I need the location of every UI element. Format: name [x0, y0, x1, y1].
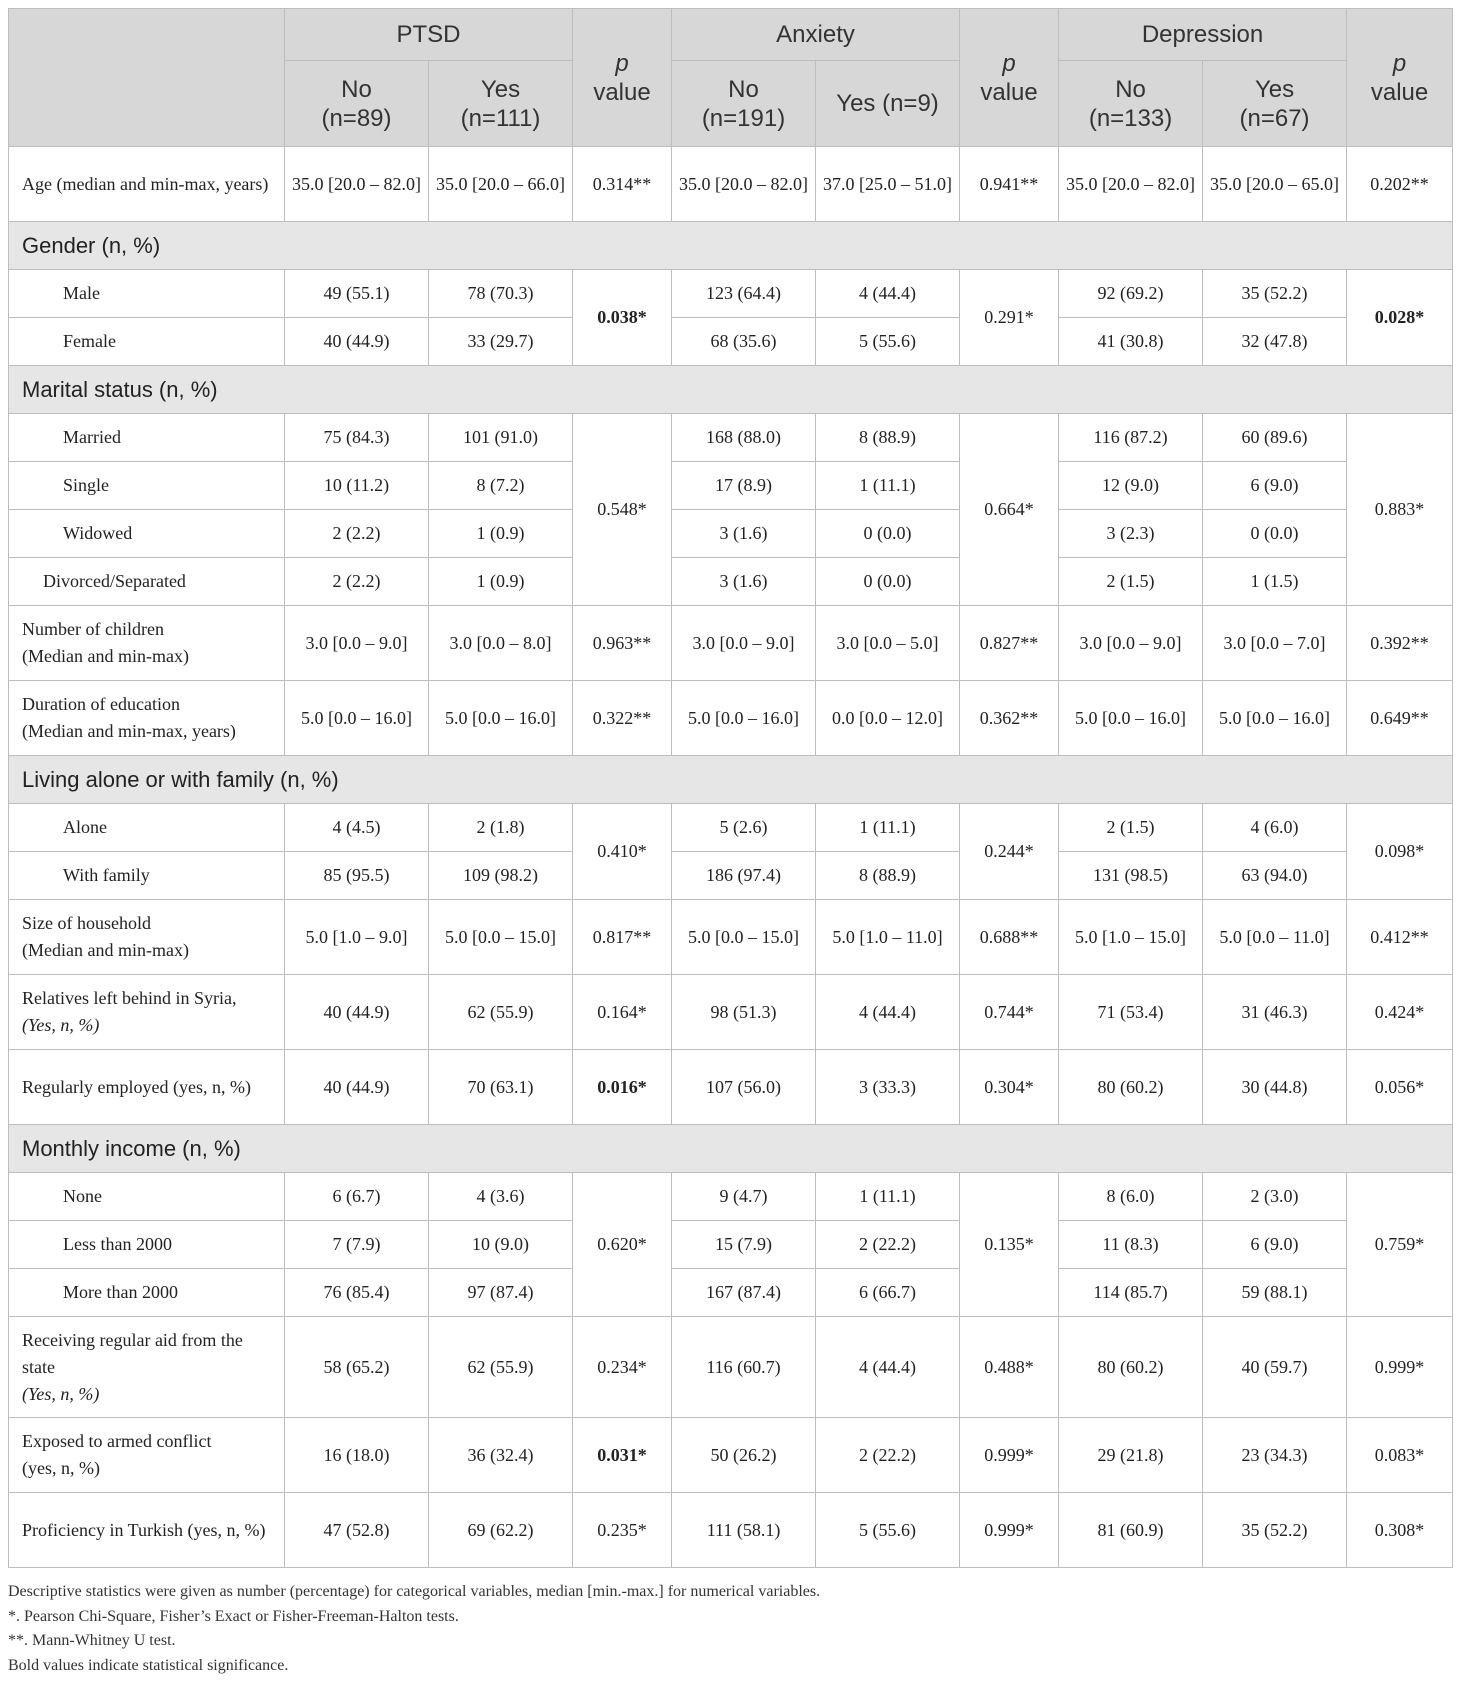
- row-label: None: [9, 1173, 285, 1221]
- cell: 3.0 [0.0 – 5.0]: [816, 606, 960, 681]
- cell: 81 (60.9): [1059, 1493, 1203, 1568]
- p-cell: 0.291*: [960, 270, 1059, 366]
- table-row: [9, 462, 1453, 510]
- cell: 80 (60.2): [1059, 1317, 1203, 1418]
- table-row: [9, 510, 1453, 558]
- section-row: [9, 1125, 1453, 1173]
- p-cell: 0.244*: [960, 804, 1059, 900]
- cell: 47 (52.8): [285, 1493, 429, 1568]
- cell: 5.0 [0.0 – 15.0]: [672, 900, 816, 975]
- cell: 49 (55.1): [285, 270, 429, 318]
- table-footnotes: [8, 1580, 820, 1678]
- cell: 1 (11.1): [816, 804, 960, 852]
- cell: 1 (11.1): [816, 462, 960, 510]
- footnote: **. Mann-Whitney U test.: [8, 1632, 176, 1649]
- table-row: [9, 1050, 1453, 1125]
- cell: 3.0 [0.0 – 7.0]: [1203, 606, 1347, 681]
- cell: 32 (47.8): [1203, 318, 1347, 366]
- row-label: Size of household (Median and min-max): [9, 900, 285, 975]
- cell: 33 (29.7): [429, 318, 573, 366]
- cell: 98 (51.3): [672, 975, 816, 1050]
- cell: 9 (4.7): [672, 1173, 816, 1221]
- cell: 123 (64.4): [672, 270, 816, 318]
- row-label: Exposed to armed conflict (yes, n, %): [9, 1418, 285, 1493]
- cell: 78 (70.3): [429, 270, 573, 318]
- cell: 75 (84.3): [285, 414, 429, 462]
- p-cell: 0.098*: [1347, 804, 1453, 900]
- table-row: [9, 270, 1453, 318]
- cell: 85 (95.5): [285, 852, 429, 900]
- cell: 0 (0.0): [816, 510, 960, 558]
- cell: 3 (1.6): [672, 510, 816, 558]
- section-row: [9, 366, 1453, 414]
- cell: 40 (44.9): [285, 1050, 429, 1125]
- cell: 30 (44.8): [1203, 1050, 1347, 1125]
- cell: 60 (89.6): [1203, 414, 1347, 462]
- section-title: Marital status (n, %): [9, 366, 1453, 414]
- table-row: [9, 558, 1453, 606]
- cell: 2 (22.2): [816, 1418, 960, 1493]
- row-label: Male: [9, 270, 285, 318]
- cell: 76 (85.4): [285, 1269, 429, 1317]
- cell: 6 (6.7): [285, 1173, 429, 1221]
- header-anxiety-p: p value: [960, 9, 1059, 147]
- cell: 0 (0.0): [1203, 510, 1347, 558]
- p-cell: 0.016*: [573, 1050, 672, 1125]
- cell: 35.0 [20.0 – 66.0]: [429, 147, 573, 222]
- table-row: [9, 318, 1453, 366]
- cell: 5.0 [0.0 – 16.0]: [1059, 681, 1203, 756]
- row-label: Number of children (Median and min-max): [9, 606, 285, 681]
- cell: 37.0 [25.0 – 51.0]: [816, 147, 960, 222]
- row-label: Divorced/Separated: [9, 558, 285, 606]
- cell: 3 (2.3): [1059, 510, 1203, 558]
- cell: 31 (46.3): [1203, 975, 1347, 1050]
- cell: 68 (35.6): [672, 318, 816, 366]
- header-ptsd-yes: Yes (n=111): [429, 61, 573, 147]
- p-cell: 0.135*: [960, 1173, 1059, 1317]
- p-cell: 0.314**: [573, 147, 672, 222]
- p-cell: 0.164*: [573, 975, 672, 1050]
- table-row: [9, 900, 1453, 975]
- p-cell: 0.235*: [573, 1493, 672, 1568]
- cell: 6 (9.0): [1203, 462, 1347, 510]
- results-table: [8, 8, 1453, 1568]
- row-label: More than 2000: [9, 1269, 285, 1317]
- cell: 8 (88.9): [816, 852, 960, 900]
- cell: 4 (44.4): [816, 975, 960, 1050]
- cell: 11 (8.3): [1059, 1221, 1203, 1269]
- p-cell: 0.412**: [1347, 900, 1453, 975]
- p-cell: 0.031*: [573, 1418, 672, 1493]
- cell: 35.0 [20.0 – 82.0]: [672, 147, 816, 222]
- cell: 50 (26.2): [672, 1418, 816, 1493]
- cell: 5 (55.6): [816, 1493, 960, 1568]
- cell: 116 (87.2): [1059, 414, 1203, 462]
- header-anx-yes: Yes (n=9): [816, 61, 960, 147]
- row-label: Regularly employed (yes, n, %): [9, 1050, 285, 1125]
- table-row: [9, 1317, 1453, 1418]
- cell: 62 (55.9): [429, 975, 573, 1050]
- cell: 12 (9.0): [1059, 462, 1203, 510]
- p-cell: 0.817**: [573, 900, 672, 975]
- header-dep-yes: Yes (n=67): [1203, 61, 1347, 147]
- cell: 1 (0.9): [429, 558, 573, 606]
- row-label: Duration of education (Median and min-max, years): [9, 681, 285, 756]
- row-label: Less than 2000: [9, 1221, 285, 1269]
- footnote: Bold values indicate statistical significance.: [8, 1656, 289, 1674]
- cell: 5 (55.6): [816, 318, 960, 366]
- row-label: Widowed: [9, 510, 285, 558]
- cell: 23 (34.3): [1203, 1418, 1347, 1493]
- row-label: Relatives left behind in Syria, (Yes, n, %): [9, 975, 285, 1050]
- cell: 58 (65.2): [285, 1317, 429, 1418]
- cell: 111 (58.1): [672, 1493, 816, 1568]
- cell: 8 (88.9): [816, 414, 960, 462]
- row-label: Proficiency in Turkish (yes, n, %): [9, 1493, 285, 1568]
- p-cell: 0.999*: [960, 1418, 1059, 1493]
- header-anx-no: No (n=191): [672, 61, 816, 147]
- cell: 3.0 [0.0 – 8.0]: [429, 606, 573, 681]
- cell: 35 (52.2): [1203, 270, 1347, 318]
- p-cell: 0.056*: [1347, 1050, 1453, 1125]
- cell: 5 (2.6): [672, 804, 816, 852]
- cell: 5.0 [0.0 – 16.0]: [429, 681, 573, 756]
- cell: 16 (18.0): [285, 1418, 429, 1493]
- cell: 5.0 [0.0 – 11.0]: [1203, 900, 1347, 975]
- p-cell: 0.999*: [1347, 1317, 1453, 1418]
- cell: 2 (2.2): [285, 558, 429, 606]
- row-label: Alone: [9, 804, 285, 852]
- p-cell: 0.649**: [1347, 681, 1453, 756]
- header-depression: Depression: [1059, 9, 1347, 61]
- header-dep-no: No (n=133): [1059, 61, 1203, 147]
- p-cell: 0.548*: [573, 414, 672, 606]
- p-cell: 0.488*: [960, 1317, 1059, 1418]
- cell: 92 (69.2): [1059, 270, 1203, 318]
- cell: 97 (87.4): [429, 1269, 573, 1317]
- table-row: [9, 804, 1453, 852]
- p-cell: 0.308*: [1347, 1493, 1453, 1568]
- p-cell: 0.941**: [960, 147, 1059, 222]
- cell: 29 (21.8): [1059, 1418, 1203, 1493]
- section-row: [9, 756, 1453, 804]
- cell: 15 (7.9): [672, 1221, 816, 1269]
- row-label: Single: [9, 462, 285, 510]
- p-cell: 0.744*: [960, 975, 1059, 1050]
- results-table-container: [8, 8, 1453, 1568]
- p-cell: 0.620*: [573, 1173, 672, 1317]
- section-title: Living alone or with family (n, %): [9, 756, 1453, 804]
- cell: 5.0 [1.0 – 15.0]: [1059, 900, 1203, 975]
- cell: 5.0 [0.0 – 16.0]: [1203, 681, 1347, 756]
- cell: 71 (53.4): [1059, 975, 1203, 1050]
- cell: 5.0 [0.0 – 15.0]: [429, 900, 573, 975]
- p-cell: 0.963**: [573, 606, 672, 681]
- p-cell: 0.827**: [960, 606, 1059, 681]
- cell: 114 (85.7): [1059, 1269, 1203, 1317]
- cell: 0 (0.0): [816, 558, 960, 606]
- p-cell: 0.410*: [573, 804, 672, 900]
- cell: 0.0 [0.0 – 12.0]: [816, 681, 960, 756]
- table-row: [9, 975, 1453, 1050]
- table-row: [9, 1269, 1453, 1317]
- row-label: Female: [9, 318, 285, 366]
- cell: 5.0 [0.0 – 16.0]: [672, 681, 816, 756]
- p-cell: 0.392**: [1347, 606, 1453, 681]
- p-cell: 0.688**: [960, 900, 1059, 975]
- p-cell: 0.424*: [1347, 975, 1453, 1050]
- cell: 40 (59.7): [1203, 1317, 1347, 1418]
- cell: 2 (1.8): [429, 804, 573, 852]
- cell: 131 (98.5): [1059, 852, 1203, 900]
- cell: 62 (55.9): [429, 1317, 573, 1418]
- row-label: Married: [9, 414, 285, 462]
- cell: 35.0 [20.0 – 82.0]: [1059, 147, 1203, 222]
- cell: 35 (52.2): [1203, 1493, 1347, 1568]
- p-cell: 0.202**: [1347, 147, 1453, 222]
- cell: 41 (30.8): [1059, 318, 1203, 366]
- header-ptsd-no: No (n=89): [285, 61, 429, 147]
- table-row: [9, 681, 1453, 756]
- cell: 3 (1.6): [672, 558, 816, 606]
- cell: 5.0 [1.0 – 11.0]: [816, 900, 960, 975]
- cell: 168 (88.0): [672, 414, 816, 462]
- cell: 7 (7.9): [285, 1221, 429, 1269]
- header-depression-p: p value: [1347, 9, 1453, 147]
- cell: 70 (63.1): [429, 1050, 573, 1125]
- cell: 6 (9.0): [1203, 1221, 1347, 1269]
- table-row: [9, 1418, 1453, 1493]
- row-label: Receiving regular aid from the state (Yes, n, %): [9, 1317, 285, 1418]
- section-title: Gender (n, %): [9, 222, 1453, 270]
- cell: 80 (60.2): [1059, 1050, 1203, 1125]
- cell: 8 (7.2): [429, 462, 573, 510]
- p-cell: 0.322**: [573, 681, 672, 756]
- table-row: [9, 414, 1453, 462]
- cell: 5.0 [1.0 – 9.0]: [285, 900, 429, 975]
- cell: 1 (1.5): [1203, 558, 1347, 606]
- footnote: *. Pearson Chi-Square, Fisher’s Exact or Fisher-Freeman-Halton tests.: [8, 1607, 459, 1625]
- header-ptsd: PTSD: [285, 9, 573, 61]
- cell: 69 (62.2): [429, 1493, 573, 1568]
- cell: 3.0 [0.0 – 9.0]: [1059, 606, 1203, 681]
- cell: 2 (1.5): [1059, 558, 1203, 606]
- cell: 167 (87.4): [672, 1269, 816, 1317]
- p-cell: 0.028*: [1347, 270, 1453, 366]
- cell: 107 (56.0): [672, 1050, 816, 1125]
- cell: 1 (0.9): [429, 510, 573, 558]
- cell: 35.0 [20.0 – 65.0]: [1203, 147, 1347, 222]
- section-row: [9, 222, 1453, 270]
- p-cell: 0.759*: [1347, 1173, 1453, 1317]
- section-title: Monthly income (n, %): [9, 1125, 1453, 1173]
- cell: 1 (11.1): [816, 1173, 960, 1221]
- p-cell: 0.304*: [960, 1050, 1059, 1125]
- cell: 5.0 [0.0 – 16.0]: [285, 681, 429, 756]
- header-ptsd-p: p value: [573, 9, 672, 147]
- p-cell: 0.038*: [573, 270, 672, 366]
- cell: 40 (44.9): [285, 975, 429, 1050]
- table-row: [9, 1493, 1453, 1568]
- cell: 4 (4.5): [285, 804, 429, 852]
- p-cell: 0.234*: [573, 1317, 672, 1418]
- p-cell: 0.362**: [960, 681, 1059, 756]
- cell: 4 (44.4): [816, 270, 960, 318]
- p-cell: 0.999*: [960, 1493, 1059, 1568]
- cell: 116 (60.7): [672, 1317, 816, 1418]
- cell: 4 (3.6): [429, 1173, 573, 1221]
- cell: 36 (32.4): [429, 1418, 573, 1493]
- cell: 109 (98.2): [429, 852, 573, 900]
- cell: 3.0 [0.0 – 9.0]: [285, 606, 429, 681]
- cell: 35.0 [20.0 – 82.0]: [285, 147, 429, 222]
- cell: 17 (8.9): [672, 462, 816, 510]
- cell: 2 (22.2): [816, 1221, 960, 1269]
- cell: 59 (88.1): [1203, 1269, 1347, 1317]
- cell: 3 (33.3): [816, 1050, 960, 1125]
- table-row: [9, 852, 1453, 900]
- table-row: [9, 147, 1453, 222]
- cell: 101 (91.0): [429, 414, 573, 462]
- cell: 4 (6.0): [1203, 804, 1347, 852]
- table-row: [9, 1173, 1453, 1221]
- table-row: [9, 1221, 1453, 1269]
- cell: 6 (66.7): [816, 1269, 960, 1317]
- p-cell: 0.883*: [1347, 414, 1453, 606]
- cell: 2 (2.2): [285, 510, 429, 558]
- cell: 186 (97.4): [672, 852, 816, 900]
- cell: 10 (11.2): [285, 462, 429, 510]
- row-label: With family: [9, 852, 285, 900]
- footnote: Descriptive statistics were given as number (percentage) for categorical variables, median [min.-max.] for numerical variables.: [8, 1583, 821, 1600]
- p-cell: 0.664*: [960, 414, 1059, 606]
- header-anxiety: Anxiety: [672, 9, 960, 61]
- cell: 40 (44.9): [285, 318, 429, 366]
- cell: 10 (9.0): [429, 1221, 573, 1269]
- header-blank-cell: [9, 9, 285, 147]
- cell: 63 (94.0): [1203, 852, 1347, 900]
- cell: 8 (6.0): [1059, 1173, 1203, 1221]
- cell: 4 (44.4): [816, 1317, 960, 1418]
- p-cell: 0.083*: [1347, 1418, 1453, 1493]
- row-label: Age (median and min-max, years): [9, 147, 285, 222]
- cell: 3.0 [0.0 – 9.0]: [672, 606, 816, 681]
- cell: 2 (3.0): [1203, 1173, 1347, 1221]
- table-row: [9, 606, 1453, 681]
- cell: 2 (1.5): [1059, 804, 1203, 852]
